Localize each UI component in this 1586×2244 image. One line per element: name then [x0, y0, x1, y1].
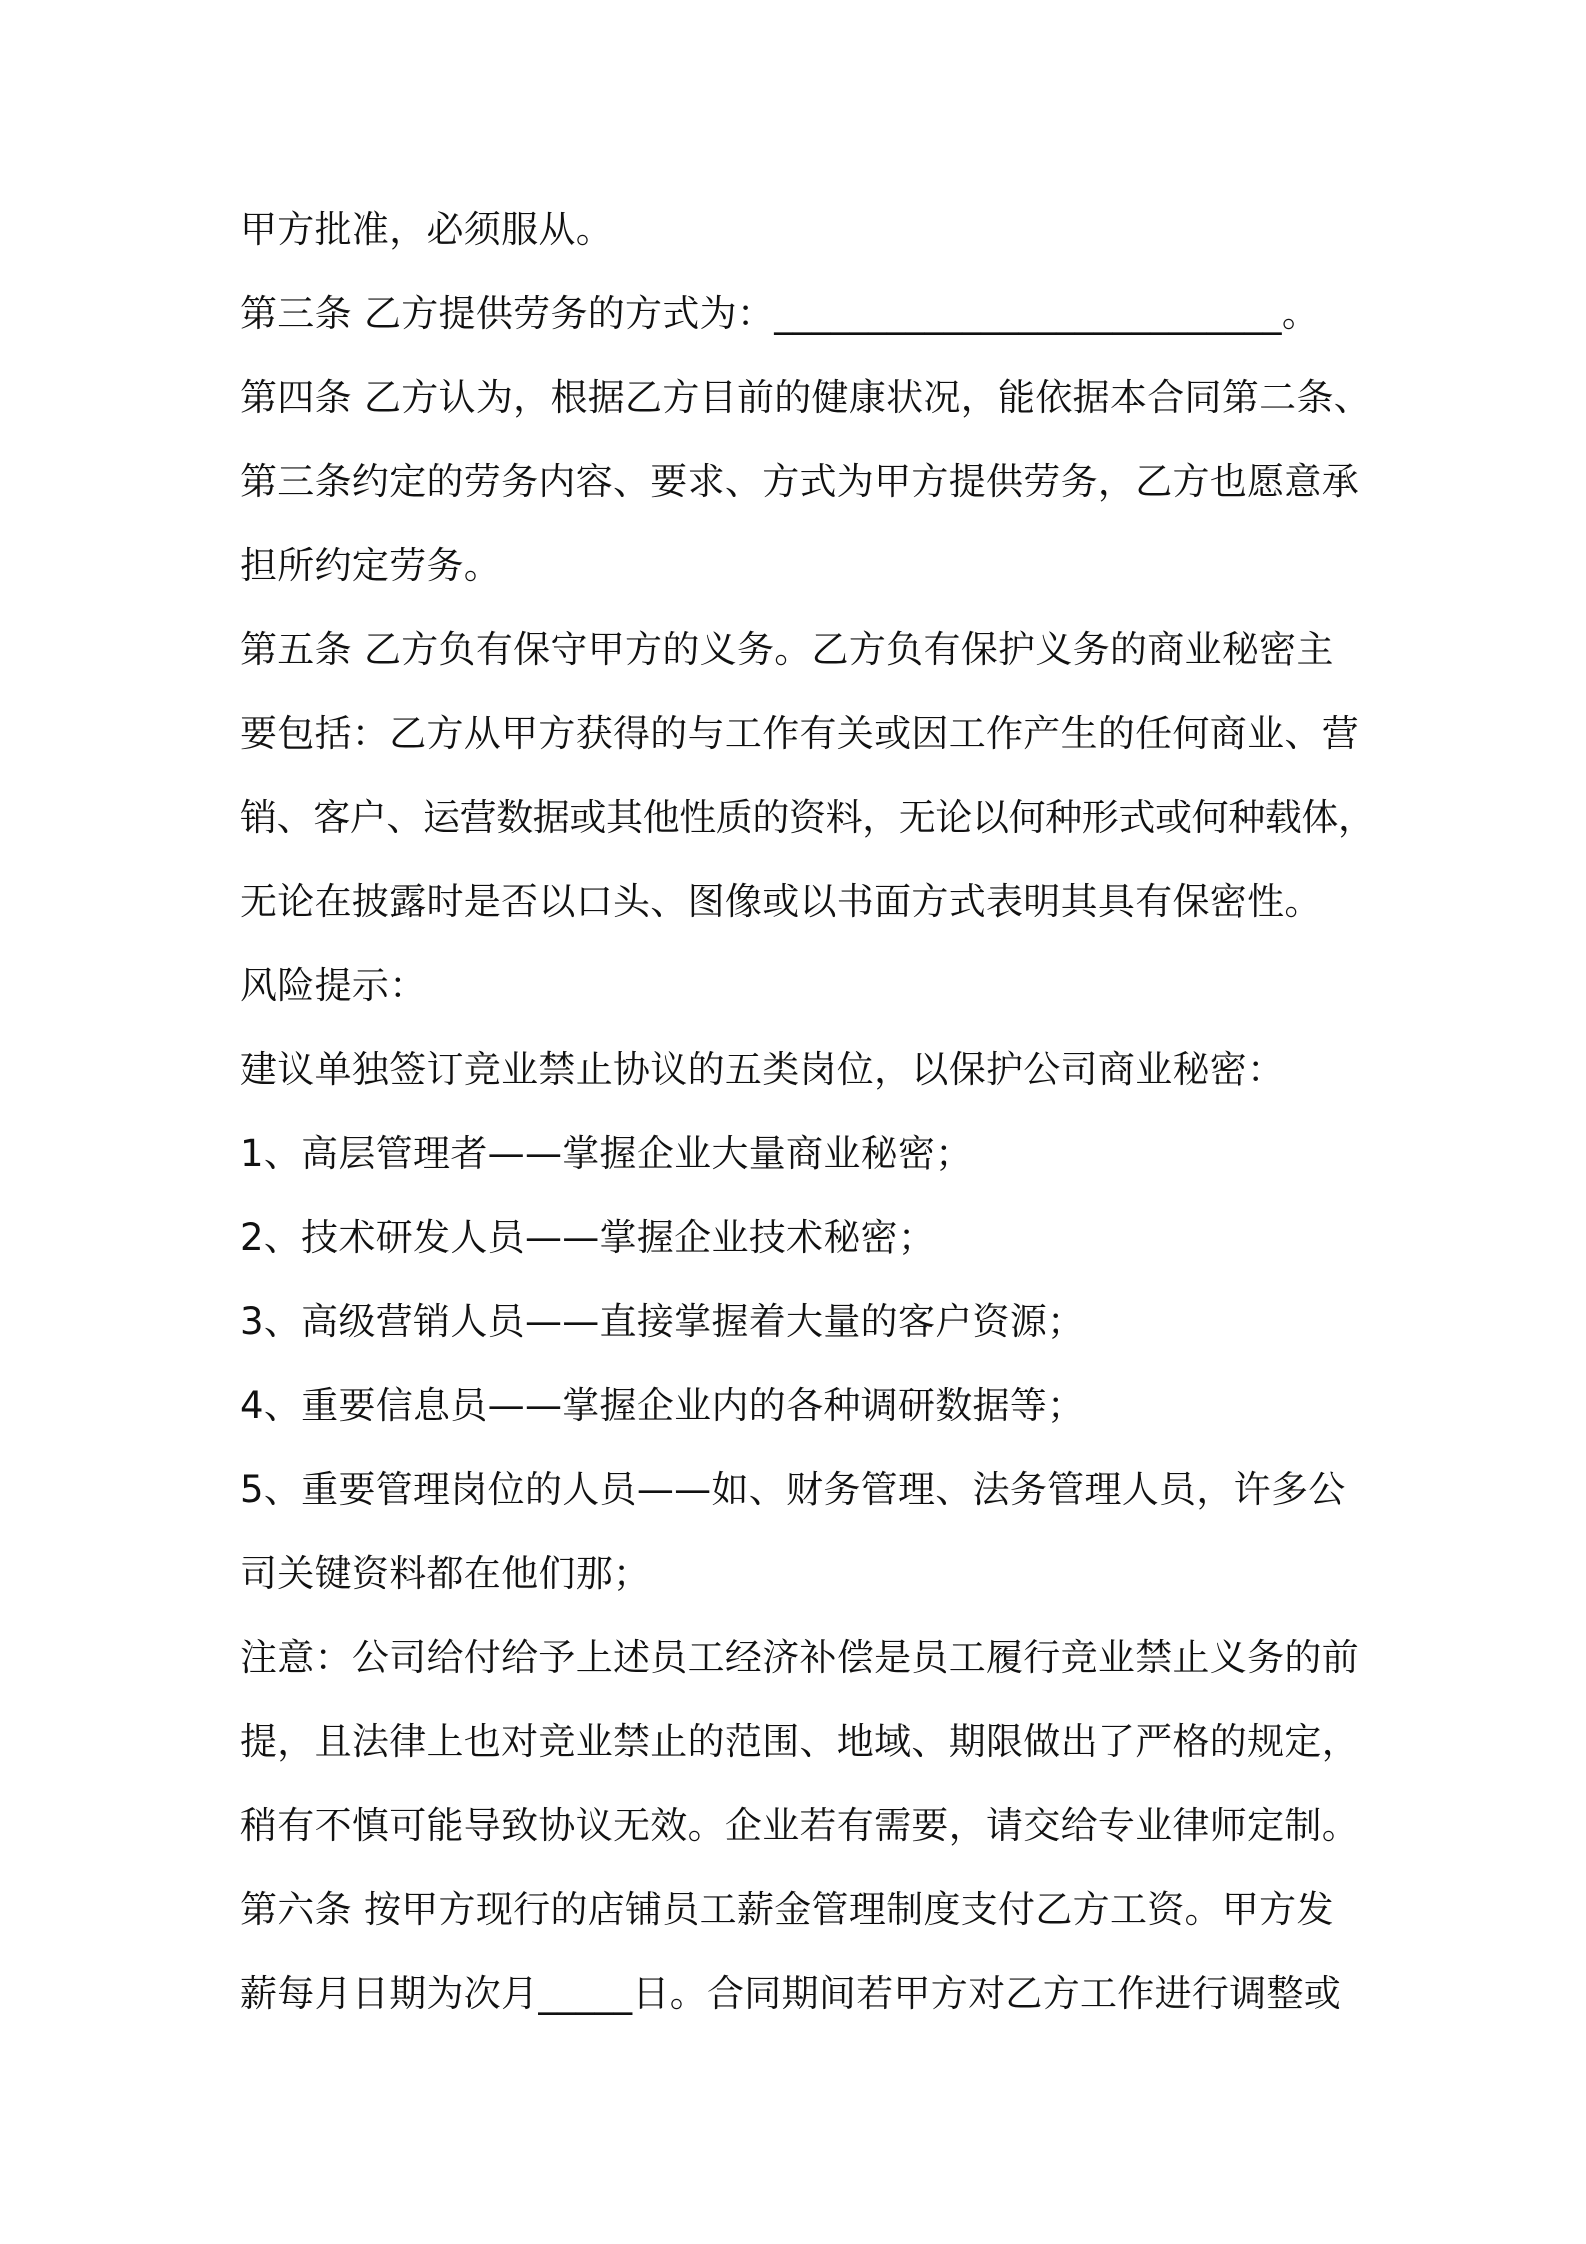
note-line-3: 稍有不慎可能导致协议无效。企业若有需要，请交给专业律师定制。: [240, 1804, 1359, 1847]
text-line-9: 无论在披露时是否以口头、图像或以书面方式表明其具有保密性。: [240, 880, 1322, 923]
note-line-2: 提，且法律上也对竞业禁止的范围、地域、期限做出了严格的规定，: [240, 1720, 1359, 1763]
text-line-8: 销、客户、运营数据或其他性质的资料，无论以何种形式或何种载体，: [240, 796, 1375, 839]
text-line-11: 建议单独签订竞业禁止协议的五类岗位，以保护公司商业秘密：: [240, 1048, 1285, 1091]
risk-notice-heading: 风险提示：: [240, 964, 427, 1007]
text-line-5: 担所约定劳务。: [240, 544, 502, 587]
text-line-2-article-3: 第三条 乙方提供劳务的方式为：___________________________。: [240, 292, 1320, 335]
list-item-2: 2、技术研发人员——掌握企业技术秘密；: [240, 1216, 936, 1259]
list-item-5-continued: 司关键资料都在他们那；: [240, 1552, 651, 1595]
list-item-5: 5、重要管理岗位的人员——如、财务管理、法务管理人员，许多公: [240, 1468, 1346, 1511]
text-line-6-article-5: 第五条 乙方负有保守甲方的义务。乙方负有保护义务的商业秘密主: [240, 628, 1334, 671]
contract-text-body: [240, 188, 1375, 2036]
list-item-4: 4、重要信息员——掌握企业内的各种调研数据等；: [240, 1384, 1085, 1427]
text-line-3-article-4: 第四条 乙方认为，根据乙方目前的健康状况，能依据本合同第二条、: [240, 376, 1372, 419]
text-line-22: 薪每月日期为次月_____日。合同期间若甲方对乙方工作进行调整或: [240, 1972, 1342, 2015]
text-line-1: 甲方批准，必须服从。: [240, 208, 613, 251]
text-line-4: 第三条约定的劳务内容、要求、方式为甲方提供劳务，乙方也愿意承: [240, 460, 1359, 503]
list-item-3: 3、高级营销人员——直接掌握着大量的客户资源；: [240, 1300, 1085, 1343]
text-line-21-article-6: 第六条 按甲方现行的店铺员工薪金管理制度支付乙方工资。甲方发: [240, 1888, 1334, 1931]
note-line-1: 注意：公司给付给予上述员工经济补偿是员工履行竞业禁止义务的前: [240, 1636, 1359, 1679]
text-line-7: 要包括：乙方从甲方获得的与工作有关或因工作产生的任何商业、营: [240, 712, 1359, 755]
list-item-1: 1、高层管理者——掌握企业大量商业秘密；: [240, 1132, 973, 1175]
